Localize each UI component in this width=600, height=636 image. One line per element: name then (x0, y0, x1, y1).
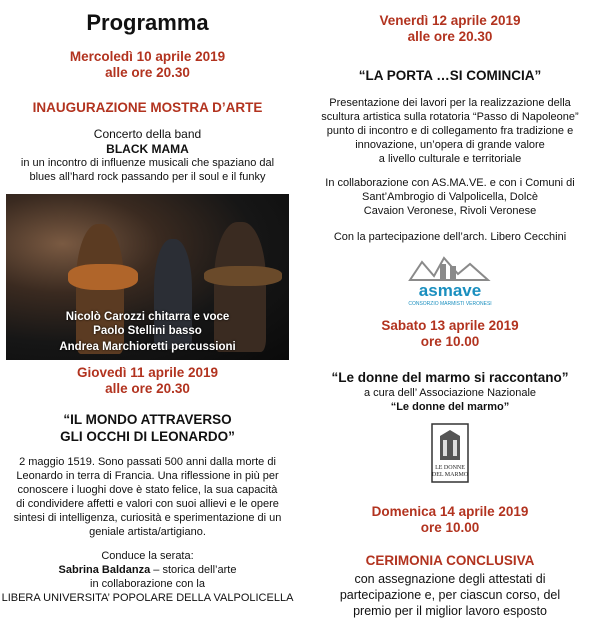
host-name-line (0, 563, 295, 577)
donne-del-marmo-logo-mark (430, 422, 470, 484)
right-column (300, 0, 600, 619)
donne-del-marmo-logo (300, 422, 600, 484)
event1-title: INAUGURAZIONE MOSTRA D’ARTE (32, 100, 263, 115)
concert-desc-1: in un incontro di influenze musicali che spaziano dal (20, 157, 275, 169)
day4-time: ore 10.00 (420, 334, 480, 349)
photo-caption-3: Andrea Marchioretti percussioni (59, 341, 236, 353)
final-line-1: con assegnazione degli attestati di (354, 572, 546, 586)
host-name: Sabrina Baldanza (58, 564, 151, 576)
event4-title: “Le donne del marmo si raccontano” (331, 370, 569, 385)
collab-line-2: Sant’Ambrogio di Valpolicella, Dolcè (362, 191, 538, 203)
desc-line-5: a livello culturale e territoriale (378, 153, 522, 165)
day3-time: alle ore 20.30 (407, 29, 493, 44)
photo-caption-1: Nicolò Carozzi chitarra e voce (65, 311, 230, 323)
body-line-3: conoscere i luoghi dove è stato felice, la sua capacità (17, 484, 278, 496)
collab-line-3: Cavaion Veronese, Rivoli Veronese (363, 205, 537, 217)
desc-line-1: Presentazione dei lavori per la realizzazione della (329, 97, 571, 109)
asmave-logo-sub: CONSORZIO MARMISTI VERONESI (408, 301, 492, 307)
day2-date: Giovedì 11 aprile 2019 (76, 365, 219, 380)
day3-date: Venerdì 12 aprile 2019 (379, 13, 521, 28)
day4-date: Sabato 13 aprile 2019 (381, 318, 519, 333)
photo-caption-2: Paolo Stellini basso (93, 325, 202, 337)
host-line: Conduce la serata: (101, 550, 194, 562)
asmave-logo (300, 252, 600, 308)
concert-desc-2: blues all’hard rock passando per il soul e il funky (29, 171, 266, 183)
donne-logo-line-2: DEL MARMO (431, 472, 469, 478)
event5-title: CERIMONIA CONCLUSIVA (365, 553, 535, 568)
collab-line-1: In collaborazione con AS.MA.VE. e con i Comuni di (325, 177, 575, 189)
day5-time: ore 10.00 (420, 520, 480, 535)
left-column (0, 0, 295, 605)
page-title: Programma (86, 10, 209, 35)
body-line-6: geniale artista/artigiano. (89, 526, 206, 538)
body-line-5: sintesi di intelligenza, curiosità e sperimentazione di un (13, 512, 282, 524)
final-line-3: premio per il miglior lavoro esposto (353, 604, 547, 618)
event2-title-1: “IL MONDO ATTRAVERSO (63, 412, 232, 427)
assoc-line-1: a cura dell’ Associazione Nazionale (363, 387, 537, 399)
assoc-line-2: “Le donne del marmo” (390, 401, 510, 413)
collab-line: in collaborazione con la (90, 578, 205, 590)
desc-line-3: punto di incontro e di collegamento fra tradizione e (326, 125, 574, 137)
donne-logo-line-1: LE DONNE (435, 465, 465, 471)
org-name: LIBERA UNIVERSITA’ POPOLARE DELLA VALPOLICELLA (1, 592, 294, 604)
body-line-1: 2 maggio 1519. Sono passati 500 anni dalla morte di (19, 456, 276, 468)
concert-line: Concerto della band (93, 127, 202, 141)
asmave-logo-text: asmave (418, 281, 482, 300)
participation: Con la partecipazione dell’arch. Libero Cecchini (333, 231, 567, 243)
host-role: – storica dell’arte (150, 564, 237, 576)
body-line-4: di condividere affetti e valori con suoi allievi e le opere (16, 498, 279, 510)
final-line-2: partecipazione e, per ciascun corso, del (339, 588, 561, 602)
event2-title-2: GLI OCCHI DI LEONARDO” (60, 429, 235, 444)
day5-date: Domenica 14 aprile 2019 (371, 504, 529, 519)
day1-time: alle ore 20.30 (105, 65, 190, 80)
body-line-2: Leonardo in terra di Francia. Una riflessione in più per (16, 470, 279, 482)
band-photo (6, 194, 289, 360)
day1-date: Mercoledì 10 aprile 2019 (69, 49, 226, 64)
event3-title: “LA PORTA …SI COMINCIA” (358, 68, 542, 83)
desc-line-2: scultura artistica sulla rotatoria “Passo di Napoleone” (321, 111, 579, 123)
desc-line-4: innovazione, un’opera di grande valore (355, 139, 545, 151)
band-name: BLACK MAMA (106, 142, 189, 156)
asmave-logo-mark (400, 252, 500, 308)
day2-time: alle ore 20.30 (105, 381, 190, 396)
